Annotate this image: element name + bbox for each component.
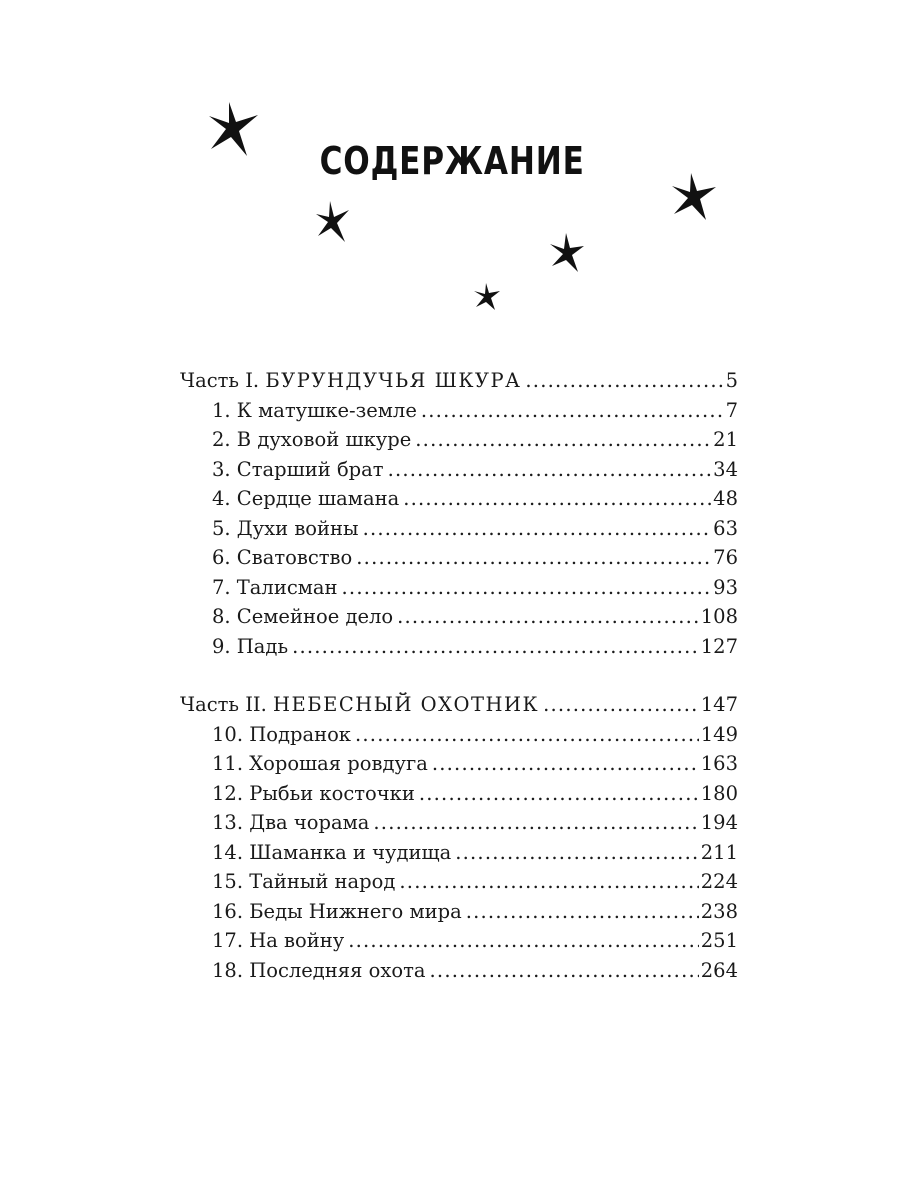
dot-leader <box>421 396 724 426</box>
toc-part-2[interactable] <box>180 690 738 720</box>
toc-chapter[interactable] <box>180 573 738 603</box>
page-number: 149 <box>700 722 738 746</box>
toc-chapter[interactable] <box>180 808 738 838</box>
page-number: 7 <box>725 398 738 422</box>
dot-leader <box>388 455 712 485</box>
page-number: 264 <box>700 958 738 982</box>
dot-leader <box>466 897 699 927</box>
dot-leader <box>403 484 711 514</box>
star-icon <box>472 282 502 312</box>
dot-leader <box>355 720 699 750</box>
page-number: 127 <box>700 634 738 658</box>
dot-leader <box>455 838 699 868</box>
toc-chapter[interactable] <box>180 396 738 426</box>
dot-leader <box>292 632 699 662</box>
page-number: 180 <box>700 781 738 805</box>
page-number: 21 <box>713 428 738 451</box>
table-of-contents <box>180 366 738 985</box>
page-number: 147 <box>700 693 738 716</box>
toc-chapter[interactable] <box>180 632 738 662</box>
toc-chapter[interactable] <box>180 514 738 544</box>
page-number: 34 <box>713 457 738 481</box>
toc-chapter[interactable] <box>180 956 738 986</box>
chapter-label: 5. Духи войны <box>212 516 359 540</box>
dot-leader <box>430 956 699 986</box>
toc-part-1[interactable] <box>180 366 738 396</box>
page-number: 5 <box>725 369 738 392</box>
chapter-label: 1. К матушке-земле <box>212 398 417 422</box>
toc-chapter[interactable] <box>180 838 738 868</box>
page-number: 238 <box>700 899 738 923</box>
chapter-label: 16. Беды Нижнего мира <box>212 899 462 923</box>
page-number: 194 <box>700 811 738 834</box>
dot-leader <box>415 425 711 455</box>
chapter-label: 3. Старший брат <box>212 457 384 481</box>
chapter-label: 9. Падь <box>212 634 289 658</box>
page-number: 108 <box>700 605 738 628</box>
chapter-label: 11. Хорошая ровдуга <box>212 752 428 775</box>
dot-leader <box>348 926 699 956</box>
page-number: 224 <box>700 870 738 893</box>
toc-chapter[interactable] <box>180 897 738 927</box>
section-gap <box>180 661 738 690</box>
toc-chapter[interactable] <box>180 602 738 632</box>
dot-leader <box>363 514 712 544</box>
chapter-label: 4. Сердце шамана <box>212 487 400 510</box>
page-number: 93 <box>713 575 738 599</box>
dot-leader <box>397 602 699 632</box>
dot-leader <box>356 543 711 573</box>
star-icon <box>548 232 586 274</box>
dot-leader <box>525 366 723 396</box>
dot-leader <box>342 573 712 603</box>
page-number: 48 <box>713 487 738 510</box>
chapter-label: 2. В духовой шкуре <box>212 428 412 451</box>
chapter-label: 10. Подранок <box>212 722 351 746</box>
page-number: 63 <box>713 516 738 540</box>
chapter-label: 8. Семейное дело <box>212 605 394 628</box>
chapter-label: 18. Последняя охота <box>212 958 426 982</box>
dot-leader <box>419 779 699 809</box>
chapter-label: 14. Шаманка и чудища <box>212 840 452 864</box>
dot-leader <box>399 867 698 897</box>
toc-chapter[interactable] <box>180 484 738 514</box>
toc-chapter[interactable] <box>180 720 738 750</box>
star-icon <box>313 200 351 244</box>
page-number: 251 <box>700 929 738 952</box>
part-title: НЕБЕСНЫЙ ОХОТНИК <box>273 693 540 716</box>
dot-leader <box>373 808 698 838</box>
part-label: Часть II. НЕБЕСНЫЙ ОХОТНИК <box>180 693 540 716</box>
toc-chapter[interactable] <box>180 455 738 485</box>
dot-leader <box>543 690 699 720</box>
chapter-label: 15. Тайный народ <box>212 870 396 893</box>
toc-chapter[interactable] <box>180 543 738 573</box>
toc-chapter[interactable] <box>180 749 738 779</box>
chapter-label: 13. Два чорама <box>212 811 370 834</box>
dot-leader <box>432 749 699 779</box>
chapter-label: 12. Рыбьи косточки <box>212 781 415 805</box>
toc-chapter[interactable] <box>180 425 738 455</box>
toc-chapter[interactable] <box>180 867 738 897</box>
page-title: СОДЕРЖАНИЕ <box>319 139 585 183</box>
toc-chapter[interactable] <box>180 926 738 956</box>
toc-chapter[interactable] <box>180 779 738 809</box>
page-number: 211 <box>700 840 738 864</box>
page-number: 163 <box>700 752 738 775</box>
part-title: БУРУНДУЧЬЯ ШКУРА <box>265 369 522 392</box>
chapter-label: 7. Талисман <box>212 575 338 599</box>
chapter-label: 17. На войну <box>212 929 345 952</box>
page-number: 76 <box>713 546 738 569</box>
chapter-label: 6. Сватовство <box>212 546 353 569</box>
part-label: Часть I. БУРУНДУЧЬЯ ШКУРА <box>180 369 522 392</box>
